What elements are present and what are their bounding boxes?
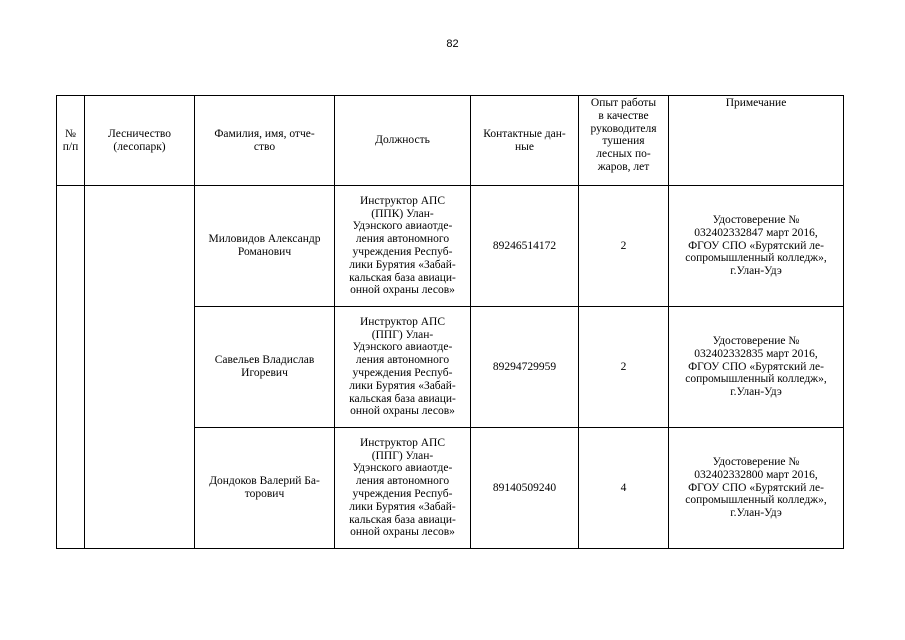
position-cell [335, 428, 471, 549]
text-line: г.Улан-Удэ [730, 265, 782, 278]
text-line: сопромышленный колледж», [685, 494, 827, 507]
header-forestry [85, 96, 195, 186]
text-line: № [65, 127, 76, 140]
text-line: сопромышленный колледж», [685, 373, 827, 386]
text-line: Удостоверение № [712, 335, 800, 347]
text-line: Романович [237, 246, 292, 258]
text-line: Игоревич [241, 367, 288, 379]
text-line: г.Улан-Удэ [730, 507, 782, 520]
text-line: п/п [62, 140, 79, 153]
text-line: лики Бурятия «Забай- [349, 500, 456, 513]
text-line: лики Бурятия «Забай- [349, 379, 456, 392]
experience-cell: 2 [579, 307, 669, 428]
text-line: ления автономного [355, 354, 450, 367]
text-line: (лесопарк) [113, 140, 166, 153]
text-line: (ППГ) Улан- [371, 449, 434, 462]
text-line: лесных по- [596, 148, 651, 161]
text-line: Миловидов Александр [208, 233, 321, 246]
text-line: Контактные дан- [483, 127, 566, 140]
text-line: кальская база авиаци- [349, 271, 456, 284]
text-line: онной охраны лесов» [350, 405, 455, 418]
text-line: Примечание [725, 97, 787, 109]
text-line: лики Бурятия «Забай- [349, 258, 456, 271]
text-line: ФГОУ СПО «Бурятский ле- [688, 239, 824, 252]
text-line: Дондоков Валерий Ба- [209, 475, 320, 488]
text-line: Удэнского авиаотде- [352, 341, 453, 354]
text-line: тушения [602, 135, 645, 148]
text-line: Опыт работы [590, 97, 657, 109]
text-line: ления автономного [355, 233, 450, 246]
text-line: учреждения Респуб- [352, 488, 453, 500]
text-line: ФГОУ СПО «Бурятский ле- [688, 360, 824, 373]
text-line: кальская база авиаци- [349, 513, 456, 526]
header-full-name [195, 96, 335, 186]
text-line: руководителя [590, 122, 657, 135]
text-line: ство [253, 140, 276, 153]
full-name-cell [195, 428, 335, 549]
page-number: 82 [446, 38, 459, 50]
text-line: учреждения Респуб- [352, 246, 453, 258]
forestry-cell [85, 186, 195, 549]
text-line: Удэнского авиаотде- [352, 220, 453, 233]
full-name-cell [195, 307, 335, 428]
text-line: ления автономного [355, 475, 450, 488]
text-line: 032402332800 март 2016, [694, 468, 818, 481]
text-line: Фамилия, имя, отче- [214, 127, 315, 140]
text-line: кальская база авиаци- [349, 392, 456, 405]
position-cell [335, 307, 471, 428]
text-line: 032402332835 март 2016, [694, 347, 818, 360]
text-line: Удэнского авиаотде- [352, 462, 453, 475]
text-line: Савельев Владислав [214, 354, 315, 367]
note-cell [669, 186, 844, 307]
experience-cell: 2 [579, 186, 669, 307]
text-line: 032402332847 март 2016, [694, 226, 818, 239]
note-cell [669, 307, 844, 428]
contact-cell: 89294729959 [471, 307, 579, 428]
table-row [57, 186, 844, 307]
contact-cell: 89246514172 [471, 186, 579, 307]
text-line: (ППК) Улан- [371, 207, 434, 220]
header-experience [579, 96, 669, 186]
text-line: Удостоверение № [712, 214, 800, 226]
text-line: (ППГ) Улан- [371, 328, 434, 341]
text-line: Лесничество [108, 127, 171, 140]
text-line: учреждения Респуб- [352, 367, 453, 379]
row-number-cell [57, 186, 85, 549]
text-line: Инструктор АПС [359, 436, 446, 449]
text-line: торович [244, 488, 285, 500]
staff-table [56, 95, 844, 549]
text-line: ные [515, 140, 534, 153]
text-line: сопромышленный колледж», [685, 252, 827, 265]
text-line: онной охраны лесов» [350, 284, 455, 297]
text-line: г.Улан-Удэ [730, 386, 782, 399]
text-line: в качестве [598, 109, 649, 122]
text-line: Инструктор АПС [359, 194, 446, 207]
table-header-row [57, 96, 844, 186]
header-number [57, 96, 85, 186]
contact-cell: 89140509240 [471, 428, 579, 549]
text-line: Удостоверение № [712, 456, 800, 468]
text-line: ФГОУ СПО «Бурятский ле- [688, 481, 824, 494]
text-line: Должность [375, 134, 430, 147]
header-contact [471, 96, 579, 186]
note-cell [669, 428, 844, 549]
experience-cell: 4 [579, 428, 669, 549]
full-name-cell [195, 186, 335, 307]
header-note [669, 96, 844, 186]
position-cell [335, 186, 471, 307]
text-line: Инструктор АПС [359, 315, 446, 328]
text-line: жаров, лет [597, 160, 650, 173]
header-position [335, 96, 471, 186]
text-line: онной охраны лесов» [350, 526, 455, 539]
